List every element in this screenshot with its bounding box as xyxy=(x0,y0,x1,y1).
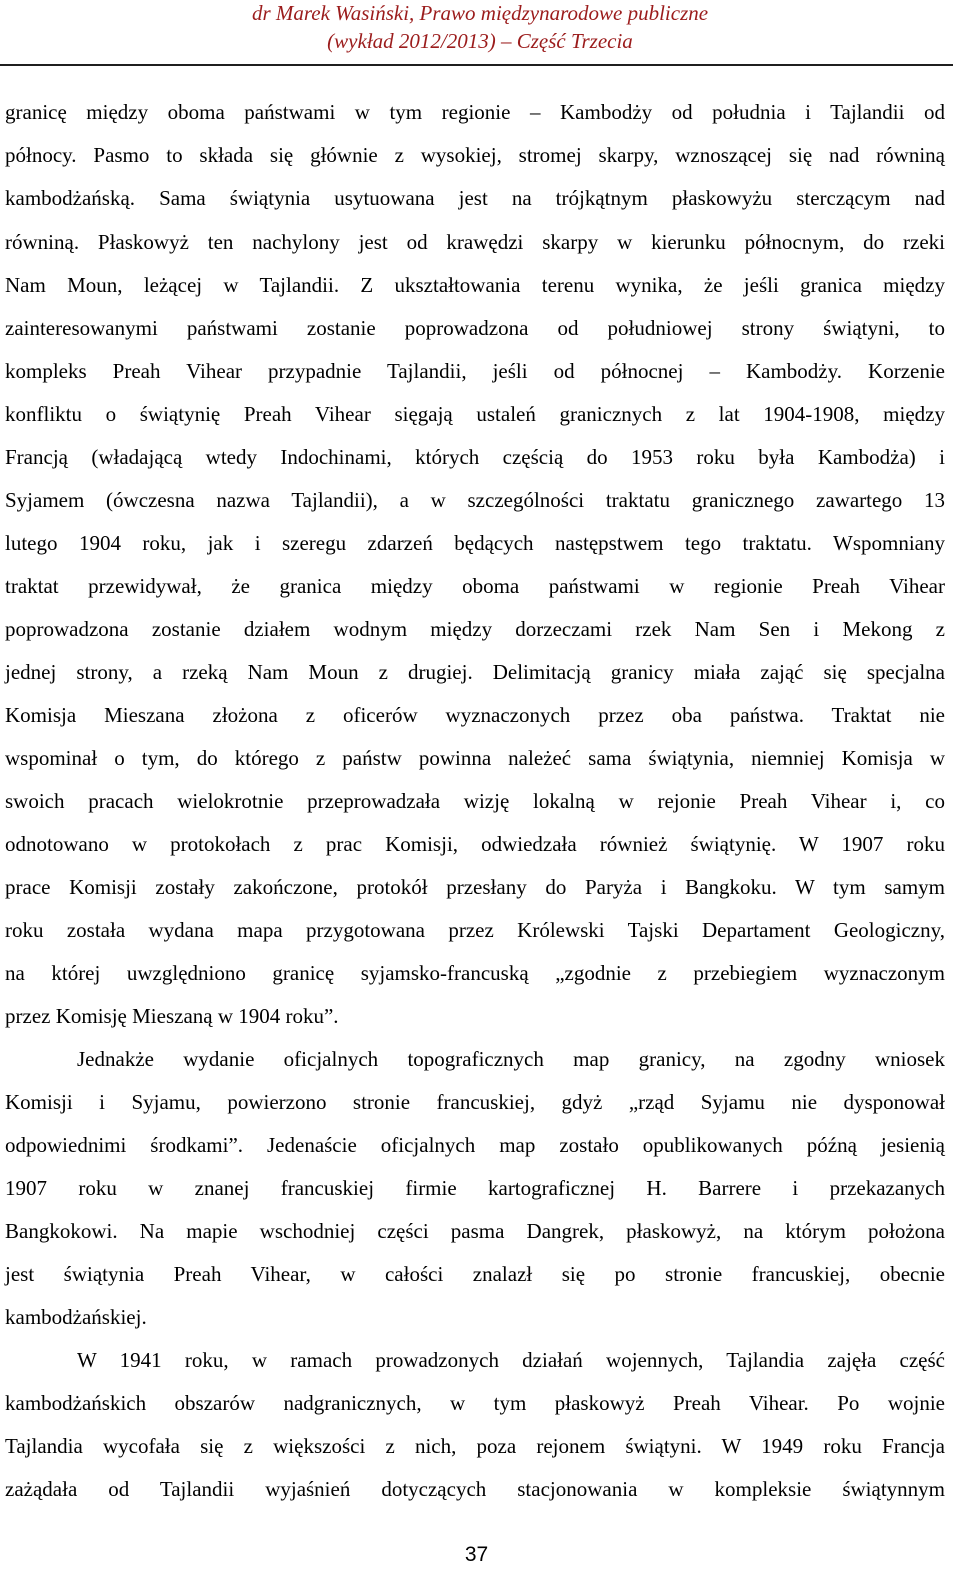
text-line: kompleks Preah Vihear przypadnie Tajlandii, jeśli od północnej – Kambodży. Korzenie xyxy=(5,359,945,383)
header-rule xyxy=(0,64,953,66)
text-line: Nam Moun, leżącej w Tajlandii. Z ukształtowania terenu wynika, że jeśli granica między xyxy=(5,273,945,297)
text-line: przez Komisję Mieszaną w 1904 roku”. xyxy=(5,1004,339,1028)
text-line: na której uwzględniono granicę syjamsko-francuską „zgodnie z przebiegiem wyznaczonym xyxy=(5,961,945,985)
text-line: kambodżańskich obszarów nadgranicznych, w tym płaskowyż Preah Vihear. Po wojnie xyxy=(5,1391,945,1415)
text-line: roku została wydana mapa przygotowana przez Królewski Tajski Departament Geologiczny, xyxy=(5,918,945,942)
text-line: jest świątynia Preah Vihear, w całości znalazł się po stronie francuskiej, obecnie xyxy=(5,1262,945,1286)
text-line: lutego 1904 roku, jak i szeregu zdarzeń będących następstwem tego traktatu. Wspomniany xyxy=(5,531,945,555)
text-line: północy. Pasmo to składa się głównie z wysokiej, stromej skarpy, wznoszącej się nad równiną xyxy=(5,143,945,167)
text-line: kambodżańskiej. xyxy=(5,1305,147,1329)
text-line: Syjamem (ówczesna nazwa Tajlandii), a w szczególności traktatu granicznego zawartego 13 xyxy=(5,488,945,512)
text-line: traktat przewidywał, że granica między oboma państwami w regionie Preah Vihear xyxy=(5,574,945,598)
text-line: granicę między oboma państwami w tym regionie – Kambodży od południa i Tajlandii od xyxy=(5,100,945,124)
text-line: Jednakże wydanie oficjalnych topograficznych map granicy, na zgodny wniosek xyxy=(77,1047,945,1071)
text-line: zainteresowanymi państwami zostanie poprowadzona od południowej strony świątyni, to xyxy=(5,316,945,340)
header-subtitle: (wykład 2012/2013) – Część Trzecia xyxy=(327,29,633,53)
text-line: odnotowano w protokołach z prac Komisji, odwiedzała również świątynię. W 1907 roku xyxy=(5,832,945,856)
text-line: prace Komisji zostały zakończone, protokół przesłany do Paryża i Bangkoku. W tym samym xyxy=(5,875,945,899)
text-line: konfliktu o świątynię Preah Vihear sięgają ustaleń granicznych z lat 1904-1908, między xyxy=(5,402,945,426)
text-line: wspominał o tym, do którego z państw powinna należeć sama świątynia, niemniej Komisja w xyxy=(5,746,945,770)
text-line: poprowadzona zostanie działem wodnym między dorzeczami rzek Nam Sen i Mekong z xyxy=(5,617,945,641)
text-line: W 1941 roku, w ramach prowadzonych działań wojennych, Tajlandia zajęła część xyxy=(77,1348,945,1372)
page-number: 37 xyxy=(464,1543,489,1566)
text-line: odpowiednimi środkami”. Jedenaście oficjalnych map zostało opublikowanych późną jesienią xyxy=(5,1133,945,1157)
text-line: Komisji i Syjamu, powierzono stronie francuskiej, gdyż „rząd Syjamu nie dysponował xyxy=(5,1090,945,1114)
text-line: Francją (władającą wtedy Indochinami, których częścią do 1953 roku była Kambodża) i xyxy=(5,445,945,469)
text-line: Bangkokowi. Na mapie wschodniej części pasma Dangrek, płaskowyż, na którym położona xyxy=(5,1219,945,1243)
text-line: 1907 roku w znanej francuskiej firmie kartograficznej H. Barrere i przekazanych xyxy=(5,1176,945,1200)
text-line: równiną. Płaskowyż ten nachylony jest od krawędzi skarpy w kierunku północnym, do rzeki xyxy=(5,230,945,254)
text-line: kambodżańską. Sama świątynia usytuowana jest na trójkątnym płaskowyżu sterczącym nad xyxy=(5,186,945,210)
text-line: zażądała od Tajlandii wyjaśnień dotyczących stacjonowania w kompleksie świątynnym xyxy=(5,1477,945,1501)
text-line: Tajlandia wycofała się z większości z nich, poza rejonem świątyni. W 1949 roku Francja xyxy=(5,1434,945,1458)
text-line: jednej strony, a rzeką Nam Moun z drugiej. Delimitacją granicy miała zająć się specjalna xyxy=(5,660,945,684)
header-title: dr Marek Wasiński, Prawo międzynarodowe publiczne xyxy=(251,1,709,25)
text-line: Komisja Mieszana złożona z oficerów wyznaczonych przez oba państwa. Traktat nie xyxy=(5,703,945,727)
text-line: swoich pracach wielokrotnie przeprowadzała wizję lokalną w rejonie Preah Vihear i, co xyxy=(5,789,945,813)
